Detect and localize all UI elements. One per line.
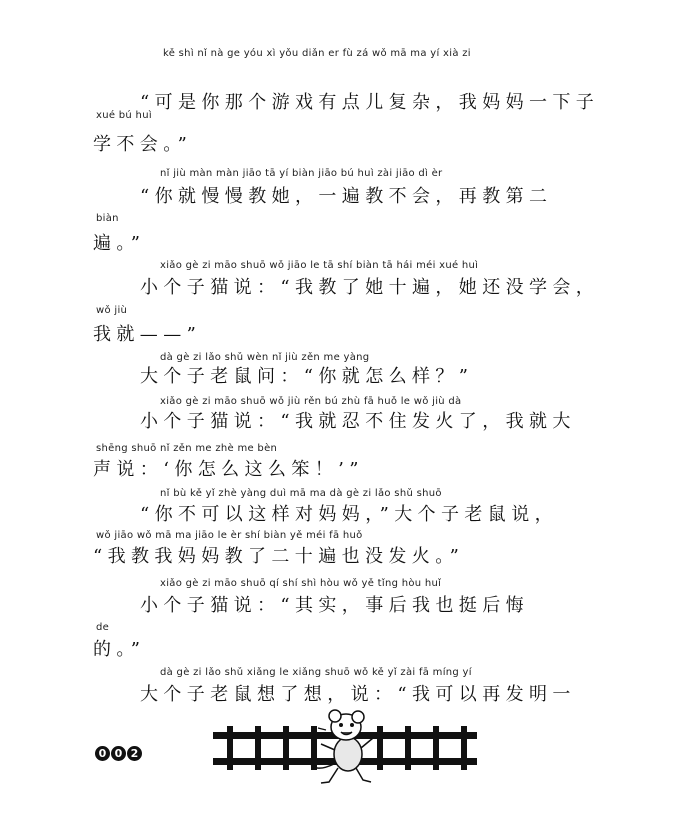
- hanzi-line: 我就——”: [93, 324, 202, 345]
- pinyin-line: xué bú huì: [96, 110, 152, 121]
- hanzi-line: “我教我妈妈教了二十遍也没发火。”: [93, 546, 465, 567]
- pinyin-line: shēng shuō nǐ zěn me zhè me bèn: [96, 443, 278, 454]
- hanzi-line: “你不可以这样对妈妈，”大个子老鼠说，: [140, 504, 559, 525]
- pinyin-line: kě shì nǐ nà ge yóu xì yǒu diǎn er fù zá wǒ mā ma yí xià zi: [163, 48, 471, 59]
- pinyin-line: xiǎo gè zi māo shuō qí shí shì hòu wǒ yě tǐng hòu huǐ: [160, 578, 442, 589]
- pinyin-line: xiǎo gè zi māo shuō wǒ jiāo le tā shí biàn tā hái méi xué huì: [160, 260, 479, 271]
- hanzi-line: 大个子老鼠想了想，说：“我可以再发明一: [140, 684, 576, 705]
- page-number-digit: 0: [95, 746, 110, 761]
- pinyin-line: wǒ jiù: [96, 305, 128, 316]
- page-number-digit: 0: [111, 746, 126, 761]
- pinyin-line: biàn: [96, 213, 119, 224]
- page-number-digit: 2: [127, 746, 142, 761]
- pinyin-line: dà gè zi lǎo shǔ wèn nǐ jiù zěn me yàng: [160, 352, 370, 363]
- hanzi-line: 小个子猫说：“我教了她十遍，她还没学会，: [140, 277, 600, 298]
- hanzi-line: 大个子老鼠问：“你就怎么样？”: [140, 366, 474, 387]
- hanzi-line: 小个子猫说：“我就忍不住发火了，我就大: [140, 411, 576, 432]
- hanzi-line: 的。”: [93, 639, 146, 660]
- hanzi-line: “可是你那个游戏有点儿复杂，我妈妈一下子: [140, 92, 600, 113]
- hanzi-line: 小个子猫说：“其实，事后我也挺后悔: [140, 595, 530, 616]
- hanzi-line: 学不会。”: [93, 134, 193, 155]
- pinyin-line: de: [96, 622, 110, 633]
- hanzi-line: “你就慢慢教她，一遍教不会，再教第二: [140, 186, 553, 207]
- page-number: [95, 746, 142, 761]
- mouse-running-on-track-icon: [213, 708, 477, 786]
- pinyin-line: nǐ bù kě yǐ zhè yàng duì mā ma dà gè zi lǎo shǔ shuō: [160, 488, 442, 499]
- pinyin-line: wǒ jiāo wǒ mā ma jiāo le èr shí biàn yě méi fā huǒ: [96, 530, 363, 541]
- hanzi-line: 声说：‘你怎么这么笨！’”: [93, 459, 364, 480]
- pinyin-line: dà gè zi lǎo shǔ xiǎng le xiǎng shuō wǒ kě yǐ zài fā míng yí: [160, 667, 472, 678]
- hanzi-line: 遍。”: [93, 233, 146, 254]
- pinyin-line: nǐ jiù màn màn jiāo tā yí biàn jiāo bú huì zài jiāo dì èr: [160, 168, 443, 179]
- pinyin-line: xiǎo gè zi māo shuō wǒ jiù rěn bú zhù fā huǒ le wǒ jiù dà: [160, 396, 462, 407]
